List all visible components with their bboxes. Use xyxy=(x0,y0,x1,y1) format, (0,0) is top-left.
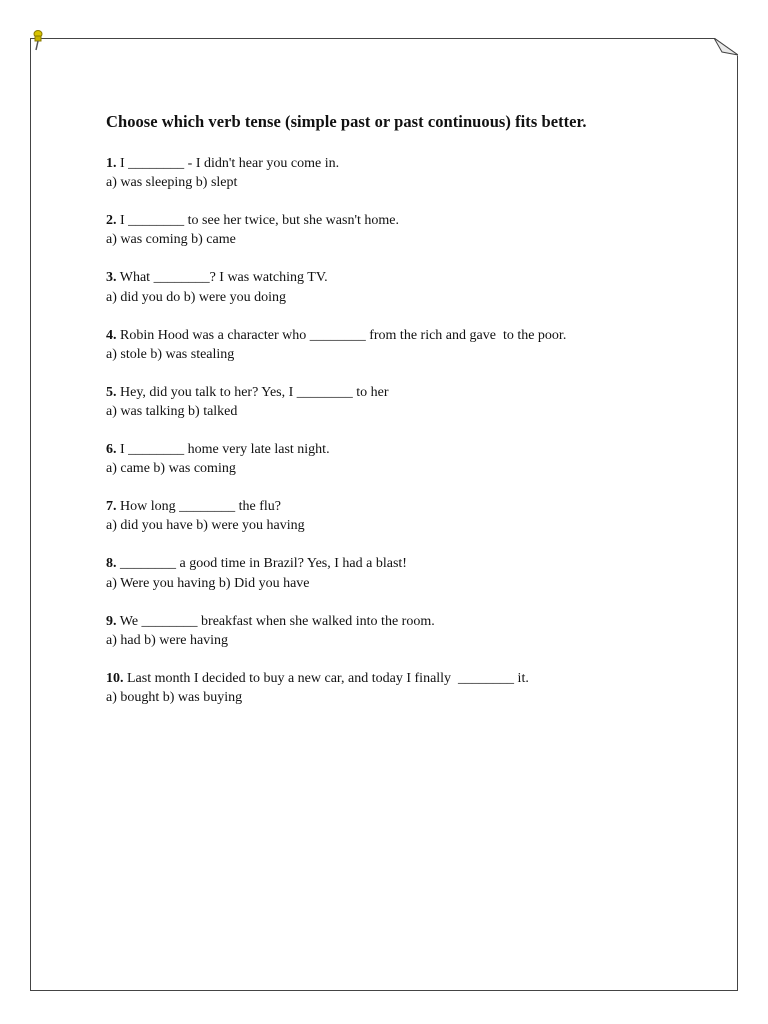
answer-options: a) was coming b) came xyxy=(106,232,236,248)
question-sentence: Hey, did you talk to her? Yes, I ________ to her xyxy=(116,384,389,400)
question-item xyxy=(106,211,706,250)
question-item xyxy=(106,612,706,651)
question-text xyxy=(106,669,706,688)
answer-options: a) had b) were having xyxy=(106,632,229,648)
question-item xyxy=(106,268,706,307)
question-number: 7. xyxy=(106,499,117,515)
question-text xyxy=(106,268,706,287)
answer-options: a) came b) was coming xyxy=(106,461,236,477)
question-sentence: Robin Hood was a character who ________ from the rich and gave to the poor. xyxy=(116,327,567,343)
question-text xyxy=(106,554,706,573)
worksheet xyxy=(106,112,706,726)
question-item xyxy=(106,154,706,193)
question-number: 1. xyxy=(106,156,117,171)
question-number: 8. xyxy=(106,556,117,572)
question-text xyxy=(106,612,706,631)
question-item xyxy=(106,669,706,708)
pushpin-icon xyxy=(30,30,44,52)
question-sentence: I ________ to see her twice, but she wasn't home. xyxy=(116,213,399,229)
question-number: 2. xyxy=(106,213,117,229)
question-sentence: How long ________ the flu? xyxy=(116,499,281,515)
question-item xyxy=(106,326,706,365)
question-sentence: I ________ home very late last night. xyxy=(116,441,330,457)
question-text xyxy=(106,211,706,230)
question-number: 5. xyxy=(106,384,117,400)
question-number: 4. xyxy=(106,327,117,343)
question-item xyxy=(106,440,706,479)
answer-options: a) was talking b) talked xyxy=(106,404,238,420)
answer-options: a) Were you having b) Did you have xyxy=(106,575,310,591)
question-text xyxy=(106,326,706,345)
question-sentence: What ________? I was watching TV. xyxy=(116,270,328,286)
question-item xyxy=(106,383,706,422)
question-text xyxy=(106,383,706,402)
question-sentence: Last month I decided to buy a new car, and today I finally ________ it. xyxy=(123,670,529,686)
question-number: 9. xyxy=(106,613,117,629)
worksheet-title: Choose which verb tense (simple past or past continuous) fits better. xyxy=(106,112,587,131)
question-text xyxy=(106,154,706,173)
question-number: 6. xyxy=(106,441,117,457)
question-text xyxy=(106,440,706,459)
question-sentence: We ________ breakfast when she walked into the room. xyxy=(116,613,435,629)
question-item xyxy=(106,554,706,593)
question-number: 3. xyxy=(106,270,117,286)
page-curl-icon xyxy=(714,38,738,56)
question-sentence: I ________ - I didn't hear you come in. xyxy=(116,156,340,171)
answer-options: a) stole b) was stealing xyxy=(106,346,235,362)
answer-options: a) did you have b) were you having xyxy=(106,518,305,534)
question-sentence: ________ a good time in Brazil? Yes, I had a blast! xyxy=(116,556,407,572)
answer-options: a) bought b) was buying xyxy=(106,689,243,705)
question-item xyxy=(106,497,706,536)
question-text xyxy=(106,497,706,516)
answer-options: a) was sleeping b) slept xyxy=(106,175,238,191)
answer-options: a) did you do b) were you doing xyxy=(106,289,287,305)
question-number: 10. xyxy=(106,670,124,686)
